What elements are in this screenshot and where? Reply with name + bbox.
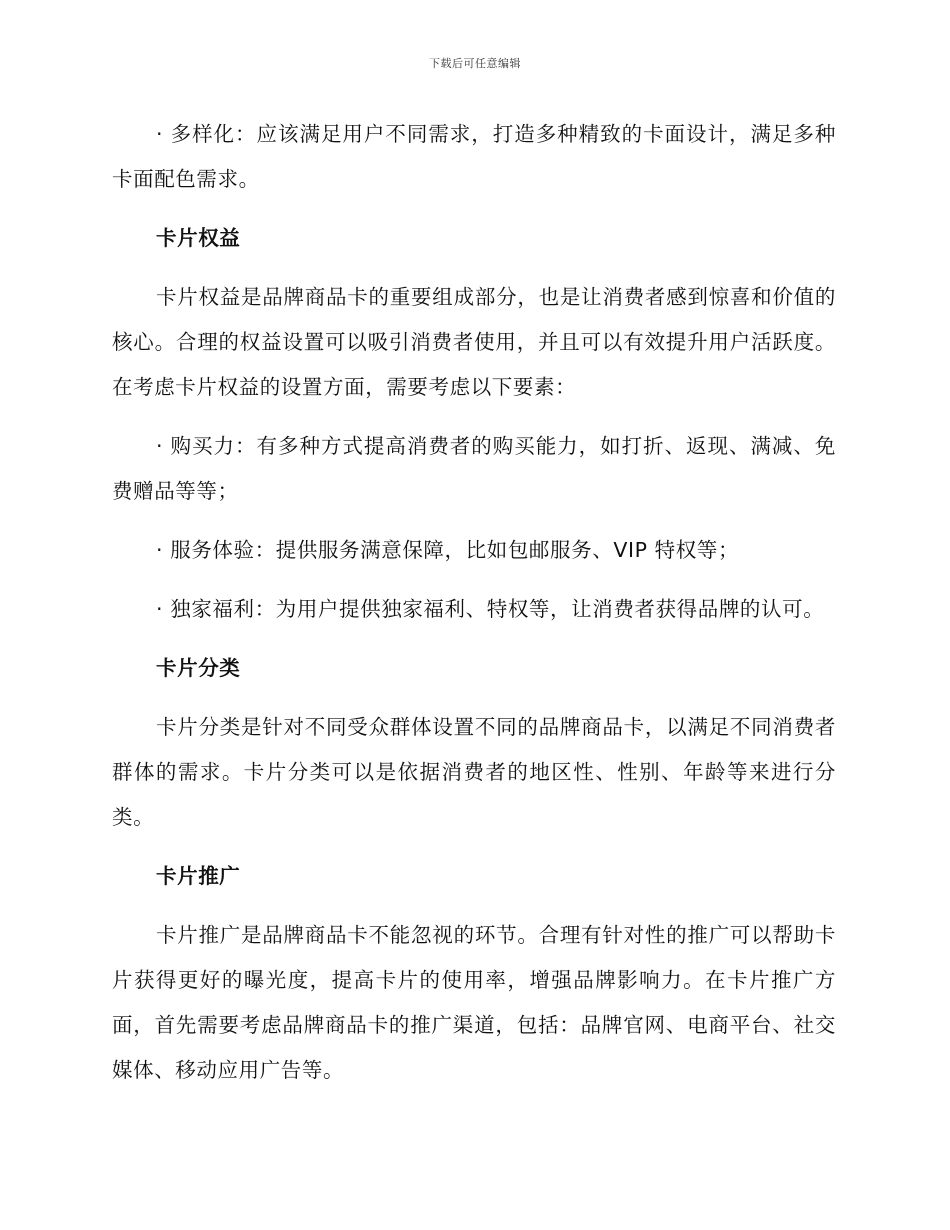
document-body bbox=[112, 112, 836, 1107]
bullet-exclusive-welfare: · 独家福利：为用户提供独家福利、特权等，让消费者获得品牌的认可。 bbox=[156, 597, 825, 621]
paragraph-benefits: 卡片权益是品牌商品卡的重要组成部分，也是让消费者感到惊喜和价值的核心。合理的权益设置可以吸引消费者使用，并且可以有效提升用户活跃度。在考虑卡片权益的设置方面，需要考虑以下要素： bbox=[112, 285, 836, 399]
section-heading-classification: 卡片分类 bbox=[156, 656, 241, 680]
bullet-purchasing-power: · 购买力：有多种方式提高消费者的购买能力，如打折、返现、满减、免费赠品等等； bbox=[112, 434, 836, 503]
paragraph-classification: 卡片分类是针对不同受众群体设置不同的品牌商品卡，以满足不同消费者群体的需求。卡片分类可以是依据消费者的地区性、性别、年龄等来进行分类。 bbox=[112, 715, 836, 829]
paragraph-promotion: 卡片推广是品牌商品卡不能忽视的环节。合理有针对性的推广可以帮助卡片获得更好的曝光度，提高卡片的使用率，增强品牌影响力。在卡片推广方面，首先需要考虑品牌商品卡的推广渠道，包括：品牌官网、电商平台、社交媒体、移动应用广告等。 bbox=[112, 923, 836, 1082]
header-note: 下载后可任意编辑 bbox=[429, 57, 521, 70]
section-heading-promotion: 卡片推广 bbox=[156, 864, 241, 888]
section-heading-benefits: 卡片权益 bbox=[156, 226, 241, 250]
bullet-service-experience: · 服务体验：提供服务满意保障，比如包邮服务、VIP 特权等； bbox=[156, 538, 740, 562]
bullet-diversity: · 多样化：应该满足用户不同需求，打造多种精致的卡面设计，满足多种卡面配色需求。 bbox=[112, 122, 836, 191]
